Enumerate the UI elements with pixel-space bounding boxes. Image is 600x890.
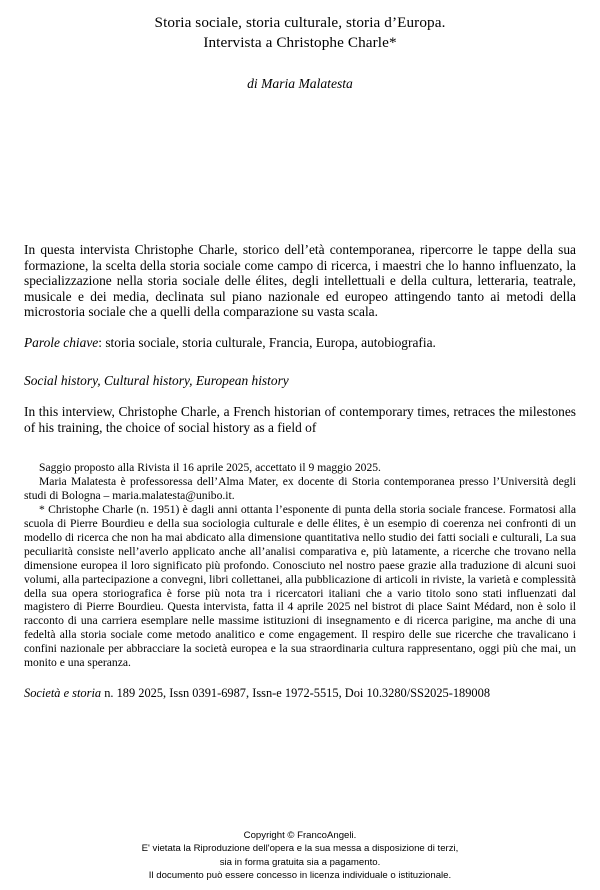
journal-name: Società e storia xyxy=(24,685,102,700)
keywords-label: Parole chiave xyxy=(24,334,99,350)
copyright-line-1: Copyright © FrancoAngeli. xyxy=(243,830,357,842)
title-abstract-spacer xyxy=(24,92,576,242)
keywords-italian xyxy=(24,335,576,351)
keywords-values: storia sociale, storia culturale, Francia, Europa, autobiografia. xyxy=(105,334,436,350)
journal-citation xyxy=(24,686,576,701)
abstract-italian: In questa intervista Christophe Charle, storico dell’età contemporanea, ripercorre le tappe della sua formazione, la scelta della storia sociale come campo di ricerca, i maestri che lo hanno influenzato, la specializzazione nella storia sociale delle élites, degli intellettuali e della cultura, letteraria, teatrale, musicale e dei media, declinata sul piano nazionale ed europeo attingendo tanto ai metodi della microstoria sociale che a quelli della comparazione su vasta scala. xyxy=(24,242,576,320)
page-title-line-2: Intervista a Christophe Charle* xyxy=(203,34,397,51)
footnote-block xyxy=(24,461,576,670)
page-title-line-1: Storia sociale, storia culturale, storia d’Europa. xyxy=(154,14,446,31)
abstract-english: In this interview, Christophe Charle, a French historian of contemporary times, retraces the milestones of his training, the choice of social history as a field of xyxy=(24,404,576,435)
copyright-footer xyxy=(0,829,600,882)
author-byline: di Maria Malatesta xyxy=(247,76,353,91)
copyright-line-4: Il documento può essere concesso in licenza individuale o istituzionale. xyxy=(148,869,452,881)
footnote-author-affiliation: Maria Malatesta è professoressa dell’Alma Mater, ex docente di Storia contemporanea presso l’Università degli studi di Bologna – maria.malatesta@unibo.it. xyxy=(24,475,576,503)
copyright-line-3: sia in forma gratuita sia a pagamento. xyxy=(219,856,381,868)
journal-citation-details: n. 189 2025, Issn 0391-6987, Issn-e 1972-5515, Doi 10.3280/SS2025-189008 xyxy=(101,685,491,700)
title-block xyxy=(24,0,576,53)
keywords-english: Social history, Cultural history, European history xyxy=(24,372,289,388)
footnote-submission-dates: Saggio proposto alla Rivista il 16 aprile 2025, accettato il 9 maggio 2025. xyxy=(39,461,381,475)
copyright-line-2: E' vietata la Riproduzione dell'opera e la sua messa a disposizione di terzi, xyxy=(141,843,459,855)
footnote-star-biography: * Christophe Charle (n. 1951) è dagli anni ottanta l’esponente di punta della storia sociale francese. Formatosi alla scuola di Pierre Bourdieu e della sua sociologia culturale e delle élites, è un esempio di coerenza nei confronti di un modello di ricerca che non ha mai abdicato alla dimensione quantitativa nello studio dei fatti sociali e culturali, La sua peculiarità consiste nell’averlo applicato anche all’analisi comparativa e, più latamente, a ricerche che trovano nella dimensione europea il loro significato più profondo. Conosciuto nel nostro paese grazie alla traduzione di alcuni suoi volumi, alla partecipazione a convegni, libri collettanei, alla pubblicazione di articoli in riviste, la varietà e complessità della sua opera storiografica è forse più nota tra i ricercatori italiani che a vario titolo sono stati influenzati dal magistero di Pierre Bourdieu. Questa intervista, fatta il 4 aprile 2025 nel bistrot di place Saint Médard, non è solo il racconto di una carriera esemplare nelle massime istituzioni di insegnamento e di ricerca parigine, ma anche di una fedeltà alla storia sociale come metodo analitico e come engagement. Il respiro delle sue ricerche che travalicano i confini nazionale per abbracciare la società europea e la sua straordinaria cultura rappresentano, oggi più che mai, un monito e una speranza. xyxy=(24,503,576,670)
keywords-separator: : xyxy=(98,334,106,350)
